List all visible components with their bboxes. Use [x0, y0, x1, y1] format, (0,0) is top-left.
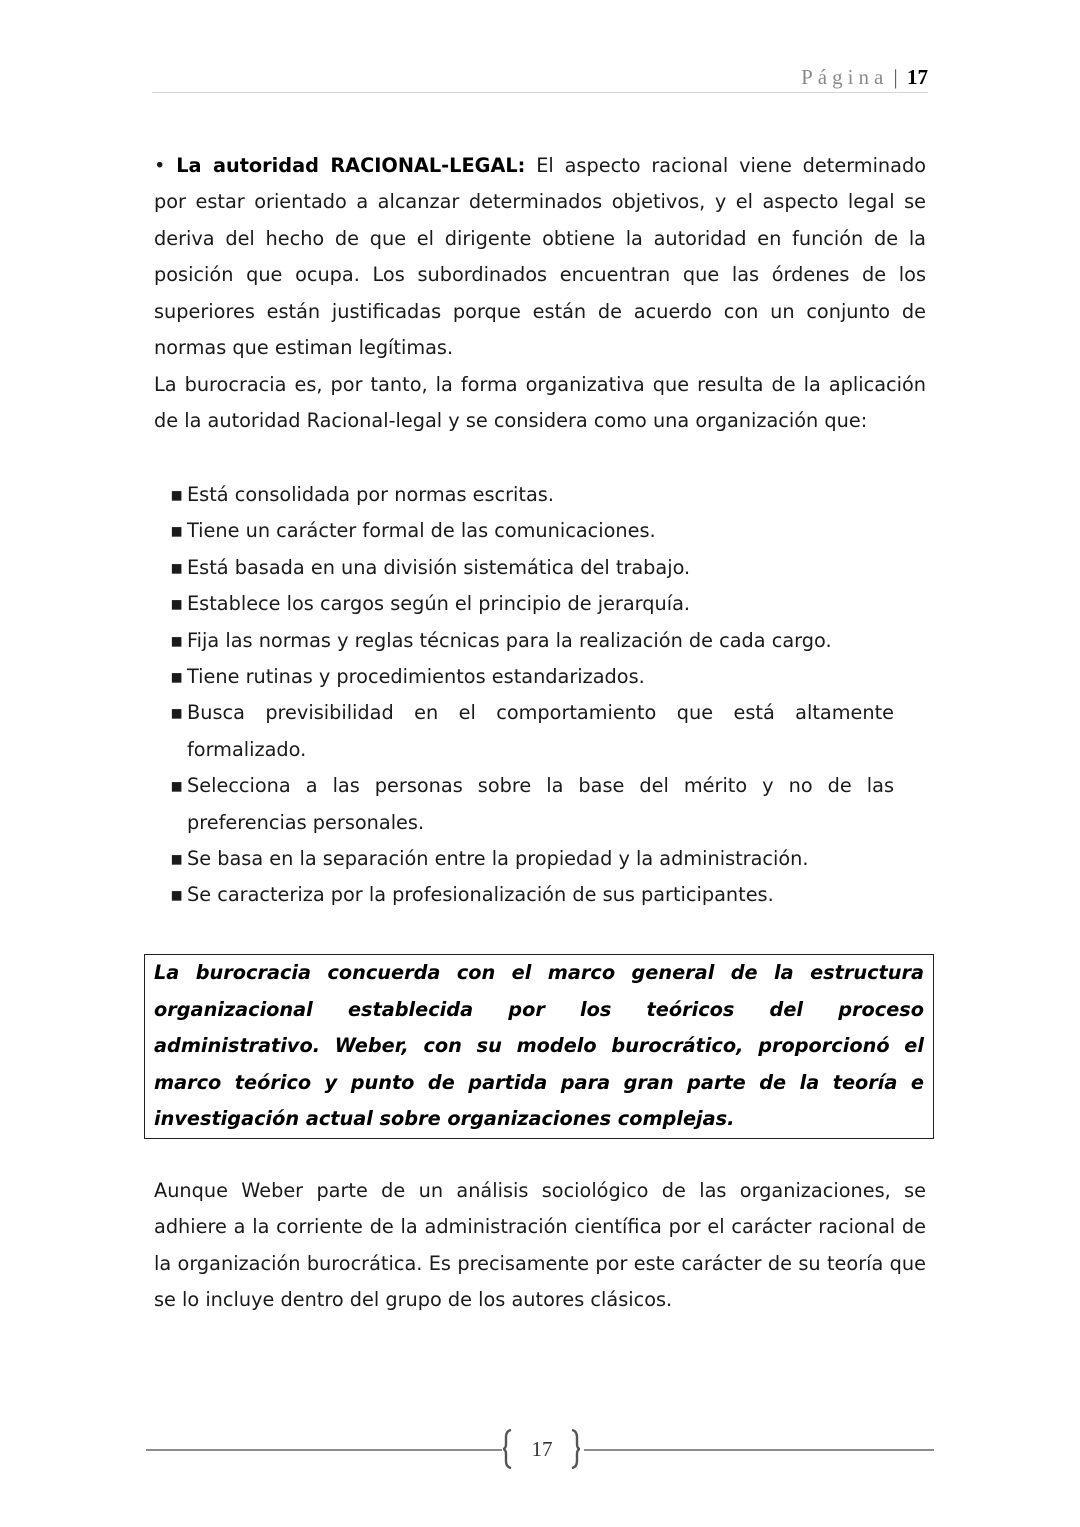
list-item: ▪ Tiene un carácter formal de las comunicaciones. — [154, 513, 894, 549]
characteristics-list — [154, 477, 894, 914]
intro-text: El aspecto racional viene determinado por estar orientado a alcanzar determinados objetivos, y el aspecto legal se deriva del hecho de que el dirigente obtiene la autoridad en función de la posición que ocupa. Los subordinados encuentran que las órdenes de los superiores están justificadas porque están de acuerdo con un conjunto de normas que estiman legítimas. — [154, 154, 926, 360]
square-bullet-icon: ▪ — [170, 883, 184, 907]
square-bullet-icon: ▪ — [170, 592, 184, 616]
bureaucracy-paragraph: La burocracia es, por tanto, la forma organizativa que resulta de la aplicación de la autoridad Racional-legal y se considera como una organización que: — [154, 373, 926, 433]
list-item: ▪ Está consolidada por normas escritas. — [154, 477, 894, 513]
square-bullet-icon: ▪ — [170, 847, 184, 871]
footer-page-number: 17 — [531, 1437, 553, 1461]
list-item: ▪ Fija las normas y reglas técnicas para la realización de cada cargo. — [154, 623, 894, 659]
right-brace-icon — [570, 1429, 580, 1469]
footer-rule-left — [146, 1449, 502, 1451]
list-item: ▪ Selecciona a las personas sobre la base del mérito y no de las preferencias personales. — [154, 768, 894, 841]
square-bullet-icon: ▪ — [170, 519, 184, 543]
square-bullet-icon: ▪ — [170, 701, 184, 725]
list-item: ▪ Se basa en la separación entre la propiedad y la administración. — [154, 841, 894, 877]
square-bullet-icon: ▪ — [170, 483, 184, 506]
list-item: ▪ Establece los cargos según el principio de jerarquía. — [154, 586, 894, 622]
page-header — [152, 62, 928, 93]
left-brace-icon — [503, 1429, 513, 1469]
highlight-box — [144, 954, 934, 1139]
intro-bullet: • — [154, 154, 166, 177]
list-item: ▪ Tiene rutinas y procedimientos estandarizados. — [154, 659, 894, 695]
square-bullet-icon: ▪ — [170, 665, 184, 689]
list-item: ▪ Busca previsibilidad en el comportamiento que está altamente formalizado. — [154, 695, 894, 768]
intro-lead: La autoridad RACIONAL-LEGAL: — [176, 154, 526, 177]
intro-paragraph — [154, 148, 926, 366]
closing-paragraph: Aunque Weber parte de un análisis sociológico de las organizaciones, se adhiere a la corriente de la administración científica por el carácter racional de la organización burocrática. Es precisamente por este carácter de su teoría que se lo incluye dentro del grupo de los autores clásicos. — [154, 1179, 926, 1312]
header-page-number: 17 — [907, 65, 928, 89]
header-separator: | — [893, 65, 898, 89]
square-bullet-icon: ▪ — [170, 555, 184, 579]
footer-rule-right — [584, 1449, 934, 1451]
square-bullet-icon: ▪ — [170, 628, 184, 652]
list-item: ▪ Está basada en una división sistemática del trabajo. — [154, 550, 894, 586]
header-page-word: Página — [801, 65, 889, 89]
square-bullet-icon: ▪ — [170, 774, 184, 798]
highlight-text: La burocracia concuerda con el marco general de la estructura organizacional establecida por los teóricos del proceso administrativo. Weber, con su modelo burocrático, proporcionó el marco teórico y punto de partida para gran parte de la teoría e investigación actual sobre organizaciones complejas. — [154, 961, 924, 1131]
list-item: ▪ Se caracteriza por la profesionalización de sus participantes. — [154, 877, 894, 913]
